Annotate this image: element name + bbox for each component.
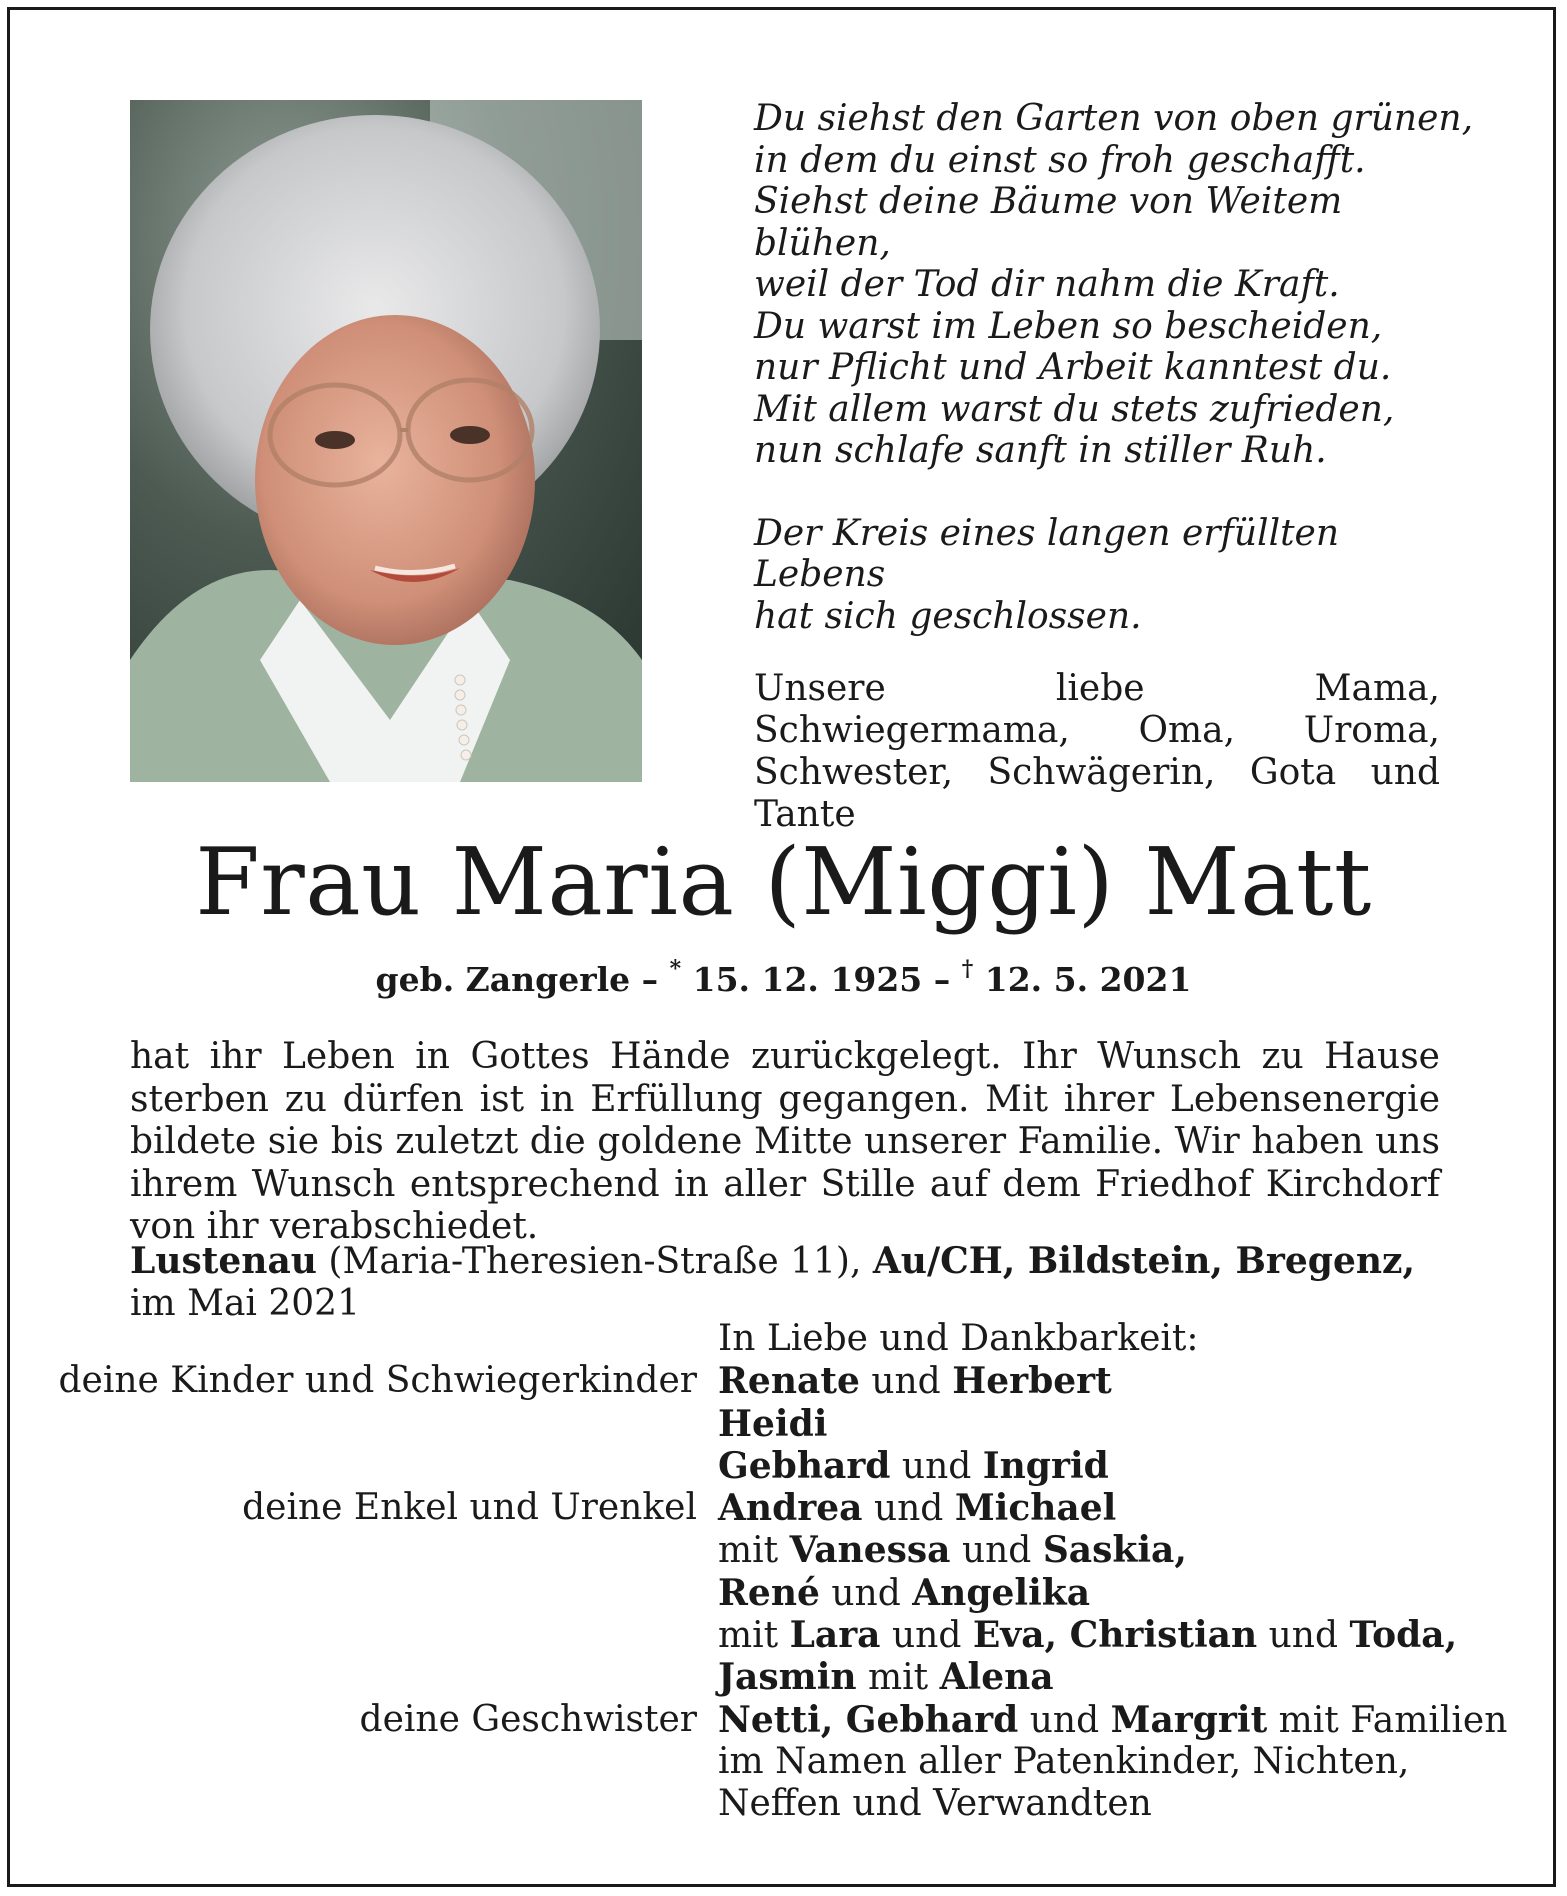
mourner-name: und xyxy=(871,1361,941,1403)
poem-line: Du warst im Leben so bescheiden, xyxy=(754,305,1383,347)
mourner-name: und xyxy=(1268,1615,1339,1657)
born-symbol: * xyxy=(669,956,682,982)
mourner-line xyxy=(718,1487,1116,1530)
poem-line: Siehst deine Bäume von Weitem blühen, xyxy=(754,181,1343,264)
mourner-name: und xyxy=(901,1445,972,1487)
mourner-name: Saskia, xyxy=(1042,1529,1187,1572)
mourner-name: Heidi xyxy=(718,1402,828,1445)
mourner-name: Herbert xyxy=(952,1360,1112,1403)
mourner-line xyxy=(718,1614,1457,1657)
mourner-name: Lara xyxy=(789,1614,881,1657)
mourner-line: im Namen aller Patenkinder, Nichten, xyxy=(718,1740,1410,1782)
mourner-line xyxy=(718,1529,1187,1572)
label-grandchildren: deine Enkel und Urenkel xyxy=(242,1487,697,1529)
poem-line: in dem du einst so froh geschafft. xyxy=(754,139,1366,181)
mourner-name: Angelika xyxy=(912,1571,1091,1614)
mourner-name: Eva, Christian xyxy=(972,1614,1258,1657)
mourner-name: und xyxy=(1029,1699,1100,1741)
mourner-name: Renate xyxy=(718,1360,860,1403)
mourner-name: und xyxy=(873,1488,944,1530)
label-children: deine Kinder und Schwiegerkinder xyxy=(58,1360,697,1402)
birth-name: geb. Zangerle xyxy=(375,960,631,999)
mourner-name: Margrit xyxy=(1110,1698,1268,1741)
birth-date: 15. 12. 1925 xyxy=(681,960,923,999)
mourner-line: Neffen und Verwandten xyxy=(718,1783,1152,1825)
body-text: hat ihr Leben in Gottes Hände zurückgelegt. Ihr Wunsch zu Hause sterben zu dürfen ist in Erfüllung gegangen. Mit ihrer Lebensenergie bildete sie bis zuletzt die goldene Mitte unserer Familie. Wir haben uns ihrem Wunsch entsprechend in aller Stille auf dem Friedhof Kirchdorf von ihr verabschiedet. xyxy=(130,1036,1440,1247)
place-others: Au/CH, Bildstein, Bregenz, xyxy=(872,1240,1416,1282)
place-town: Lustenau xyxy=(130,1240,317,1282)
mourner-name: mit xyxy=(718,1615,779,1657)
mourner-name: Alena xyxy=(939,1656,1054,1699)
poem-line: hat sich geschlossen. xyxy=(754,595,1142,637)
mourner-name: und xyxy=(831,1572,901,1614)
mourner-name: und xyxy=(961,1530,1032,1572)
poem-line: weil der Tod dir nahm die Kraft. xyxy=(754,264,1340,305)
mourner-name: mit xyxy=(718,1530,779,1572)
place-and-date xyxy=(130,1240,1440,1325)
mourner-name: Vanessa xyxy=(789,1529,951,1572)
closing-line: In Liebe und Dankbarkeit: xyxy=(718,1318,1199,1359)
mourner-line xyxy=(718,1572,1090,1615)
mourner-line xyxy=(718,1445,1109,1488)
poem-line: Der Kreis eines langen erfüllten Lebens xyxy=(754,512,1340,595)
mourner-name: Ingrid xyxy=(982,1444,1109,1487)
intro-text: Unsere liebe Mama, Schwiegermama, Oma, Uroma, Schwester, Schwägerin, Gota und Tante xyxy=(754,668,1440,835)
deceased-name: Frau Maria (Miggi) Matt xyxy=(195,828,1372,936)
poem-line: nun schlafe sanft in stiller Ruh. xyxy=(754,430,1327,471)
place-address: (Maria-Theresien-Straße 11), xyxy=(316,1241,873,1282)
signature-block xyxy=(0,1318,1567,1826)
birth-death-line: geb. Zangerle – * 15. 12. 1925 – † 12. 5. 2021 xyxy=(375,956,1192,999)
mourner-name: Netti, Gebhard xyxy=(718,1698,1019,1741)
poem-line: Mit allem warst du stets zufrieden, xyxy=(754,388,1395,430)
mourner-line xyxy=(718,1699,1507,1742)
cross-symbol: † xyxy=(961,956,974,982)
mourner-name: Gebhard xyxy=(718,1444,891,1487)
label-siblings: deine Geschwister xyxy=(359,1698,697,1740)
mourner-name: mit xyxy=(868,1657,929,1699)
mourner-name: René xyxy=(718,1571,820,1614)
poem-line: nur Pflicht und Arbeit kanntest du. xyxy=(754,347,1392,388)
mourner-line xyxy=(718,1360,1112,1403)
mourner-name: und xyxy=(891,1615,962,1657)
death-date: 12. 5. 2021 xyxy=(973,960,1192,999)
mourner-name: mit Familien xyxy=(1278,1699,1508,1741)
date-line: im Mai 2021 xyxy=(130,1283,360,1324)
memorial-poem xyxy=(754,98,1474,637)
mourner-name: Jasmin xyxy=(718,1656,857,1699)
portrait-photo xyxy=(130,100,642,782)
mourner-name: Michael xyxy=(954,1487,1117,1530)
mourner-name: Toda, xyxy=(1349,1614,1458,1657)
poem-line: Du siehst den Garten von oben grünen, xyxy=(754,98,1474,139)
mourner-line xyxy=(718,1403,827,1446)
mourner-name: Andrea xyxy=(718,1487,863,1530)
mourner-line xyxy=(718,1656,1054,1699)
